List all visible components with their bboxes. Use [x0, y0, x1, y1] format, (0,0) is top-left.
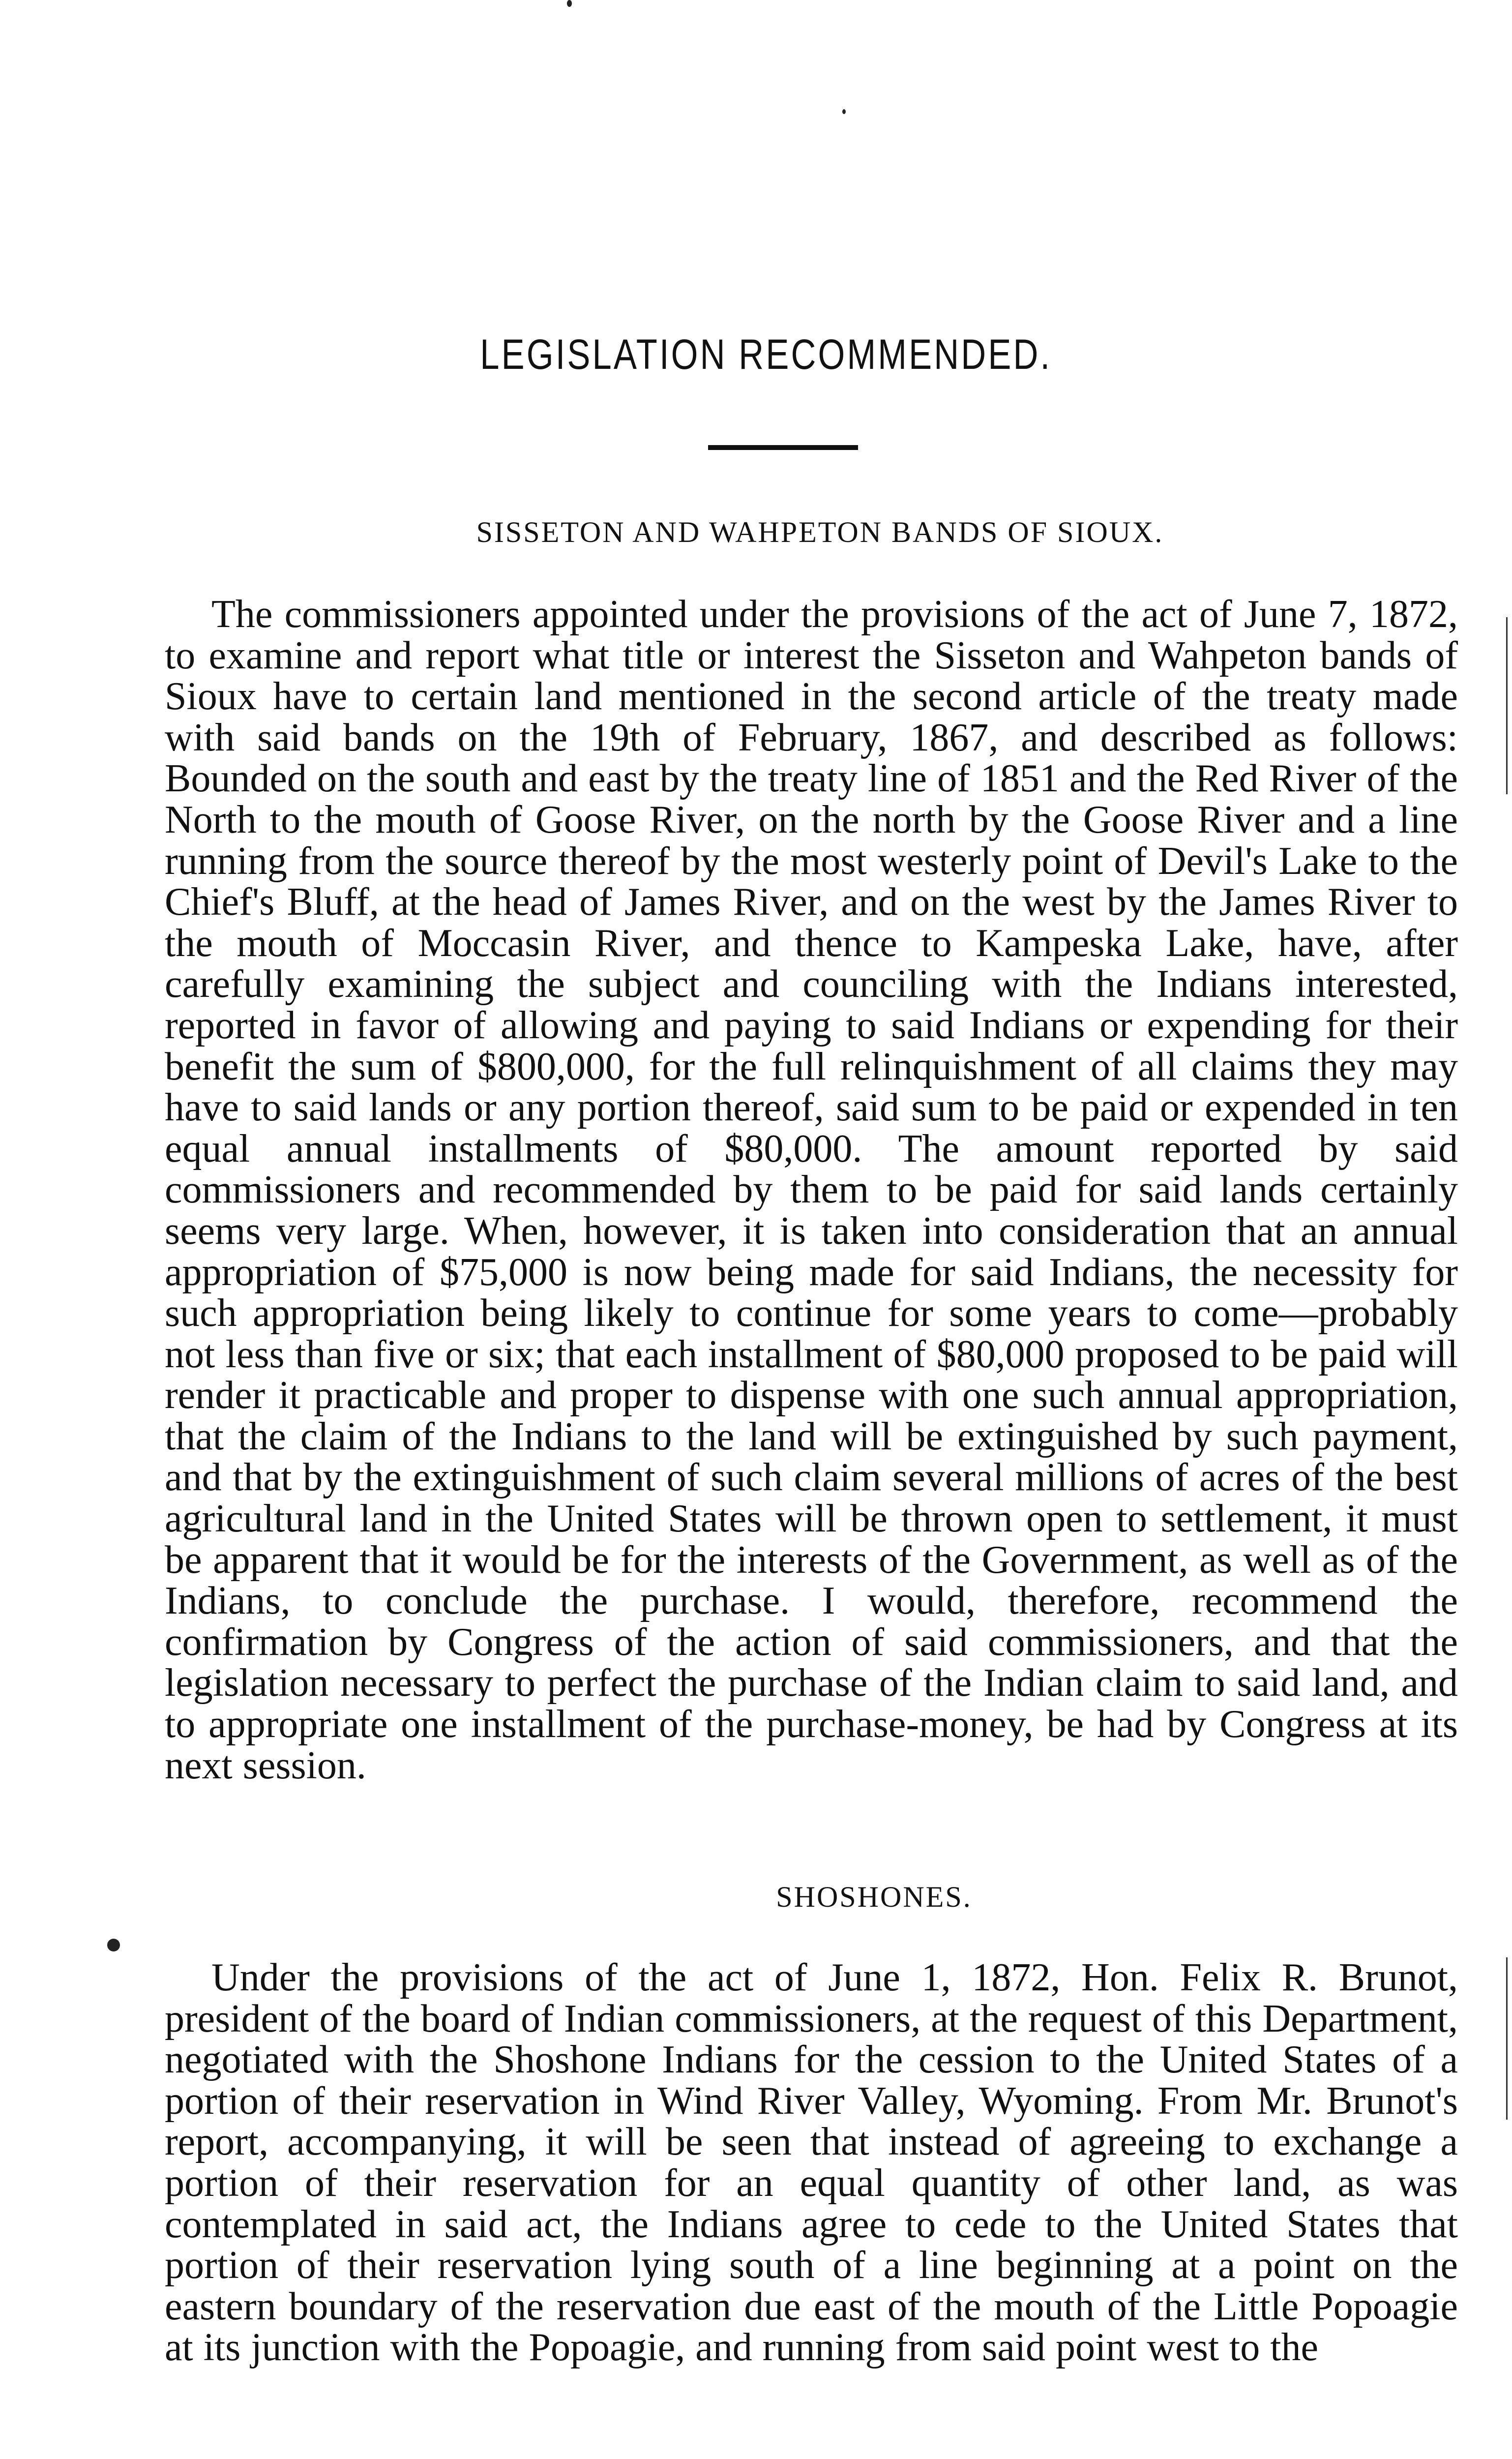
paragraph-sisseton: The commissioners appointed under the provisions of the act of June 7, 1872, to examine and report what title or interest the Sisseton and Wahpeton bands of Sioux have to certain land mentioned in the second article of the treaty made with said bands on the 19th of February, 1867, and described as follows: Bounded on the south and east by the treaty line of 1851 and the Red River of the North to the mouth of Goose River, on the north by the Goose River and a line running from the source thereof by the most westerly point of Devil's Lake to the Chief's Bluff, at the head of James River, and on the west by the James River to the mouth of Moccasin River, and thence to Kampeska Lake, have, after carefully examining the subject and counciling with the Indians interested, reported in favor of allowing and paying to said Indians or expending for their benefit the sum of $800,000, for the full relinquishment of all claims they may have to said lands or any portion thereof, said sum to be paid or expended in ten equal annual installments of $80,000. The amount reported by said commissioners and recommended by them to be paid for said lands certainly seems very large. When, however, it is taken into consideration that an annual appropriation of $75,000 is now being made for said Indians, the necessity for such appropriation being likely to continue for some years to come—probably not less than five or six; that each installment of $80,000 proposed to be paid will render it practicable and proper to dispense with one such annual appropriation, that the claim of the Indians to the land will be extinguished by such payment, and that by the extinguishment of such claim several millions of acres of the best agricultural land in the United States will be thrown open to settlement, it must be apparent that it would be for the interests of the Government, as well as of the Indians, to conclude the purchase. I would, therefore, recommend the confirmation by Congress of the action of said commissioners, and that the legislation necessary to perfect the purchase of the Indian claim to said land, and to appropriate one installment of the purchase-money, be had by Congress at its next session. — [165, 593, 1458, 1787]
scan-speck — [842, 109, 846, 114]
paragraph-shoshones: Under the provisions of the act of June 1, 1872, Hon. Felix R. Brunot, president of the board of Indian commissioners, at the request of this Department, negotiated with the Shoshone Indians for the cession to the United States of a portion of their reservation in Wind River Valley, Wyoming. From Mr. Brunot's report, accompanying, it will be seen that instead of agreeing to exchange a portion of their reservation for an equal quantity of other land, as was contemplated in said act, the Indians agree to cede to the United States that portion of their reservation lying south of a line beginning at a point on the eastern boundary of the reservation due east of the mouth of the Little Popoagie at its junction with the Popoagie, and running from said point west to the — [165, 1956, 1458, 2369]
section-heading-sisseton: SISSETON AND WAHPETON BANDS OF SIOUX. — [476, 516, 1164, 548]
scan-dot — [107, 1939, 120, 1951]
scan-margin-line — [1506, 1957, 1508, 2120]
scan-speck — [567, 0, 572, 7]
title-rule — [708, 445, 858, 450]
scan-margin-line — [1506, 617, 1508, 794]
page-title: LEGISLATION RECOMMENDED. — [480, 331, 1052, 378]
section-heading-shoshones: SHOSHONES. — [776, 1881, 972, 1913]
